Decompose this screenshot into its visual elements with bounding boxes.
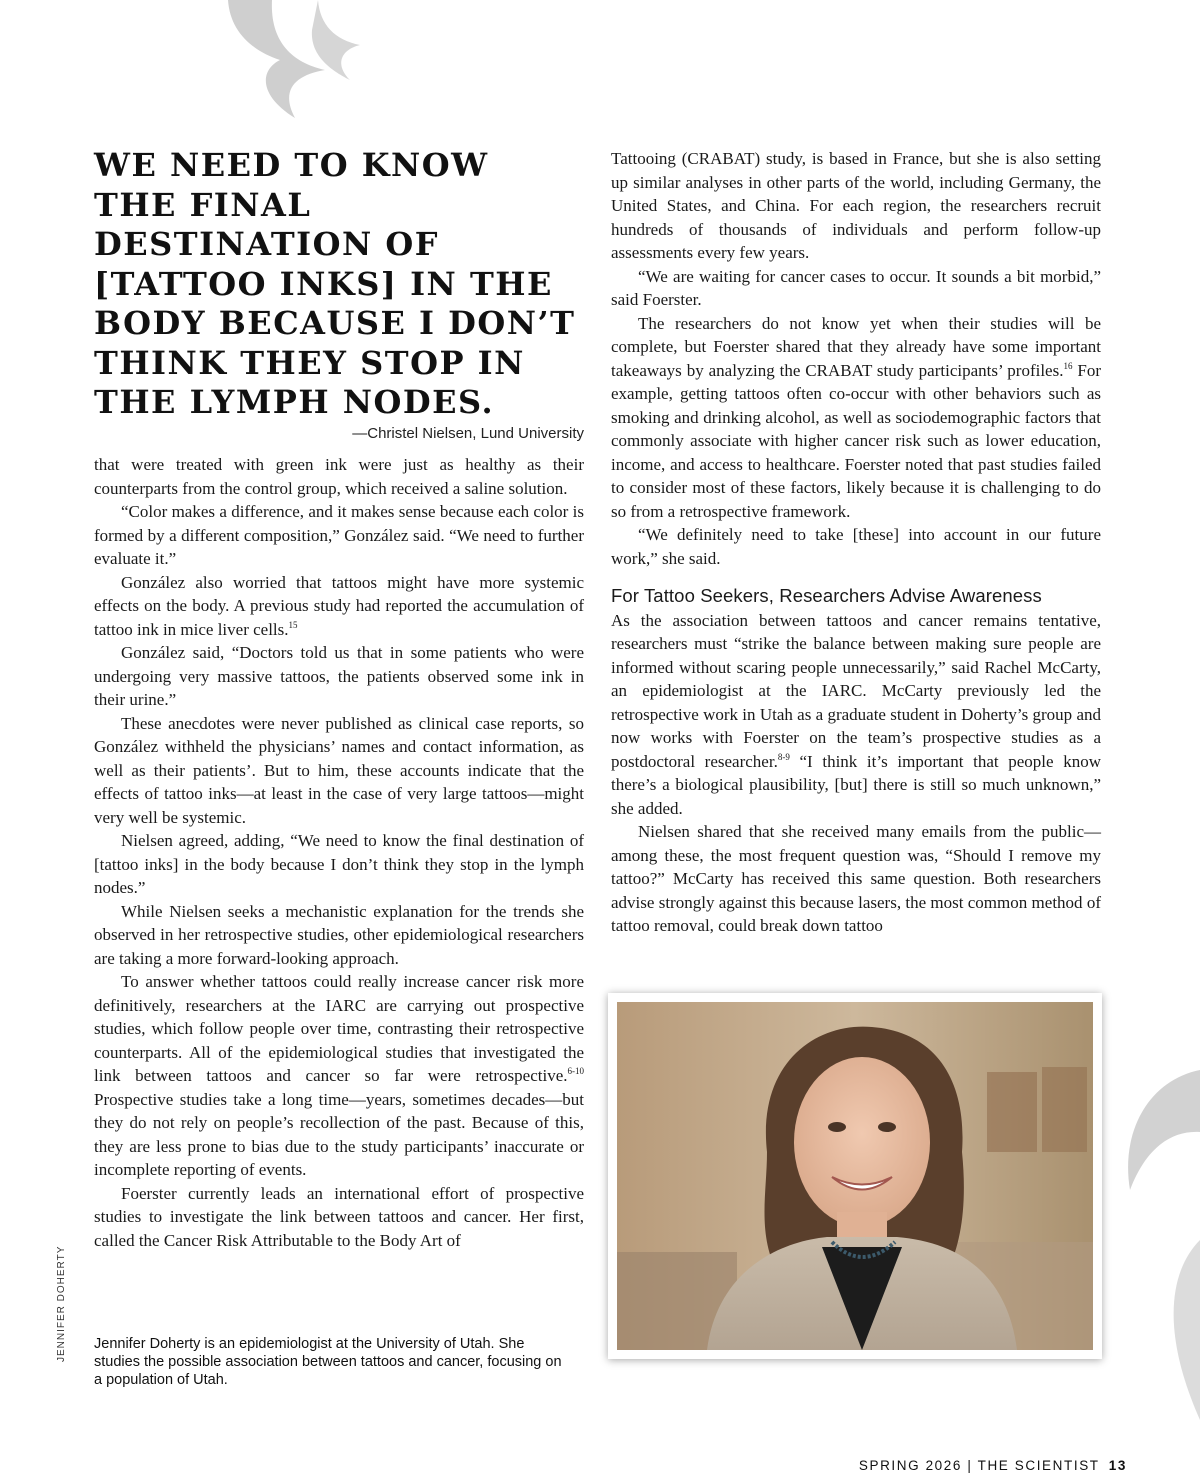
article-column-left <box>94 453 584 1252</box>
paragraph: The researchers do not know yet when their studies will be complete, but Foerster shared that they already have some important takeaways by analyzing the CRABAT study participants’ profiles.$^{16}$ For example, getting tattoos often co-occur with other behaviors such as smoking and drinking alcohol, as well as sociodemographic factors that commonly associate with higher cancer risk such as lower education, income, and access to healthcare. Foerster noted that past studies failed to consider most of these factors, likely because it is challenging to do so from a retrospective framework. <box>611 313 1101 521</box>
paragraph: “We definitely need to take [these] into account in our future work,” she said. <box>611 525 1101 568</box>
paragraph: Nielsen shared that she received many emails from the public—among these, the most frequent question was, “Should I remove my tattoo?” McCarty has received this same question. Both researchers advise strongly against this because lasers, the most common method of tattoo removal, could break down tattoo <box>611 822 1101 935</box>
page-number: 13 <box>1108 1458 1127 1473</box>
paragraph: To answer whether tattoos could really increase cancer risk more definitively, researchers at the IARC are carrying out prospective studies, which follow people over time, contrasting their retrospective counterparts. All of the epidemiological studies that investigated the link between tattoos and cancer so far were retrospective.$^{6-10}$ Prospective studies take a long time—years, sometimes decades—but they do not rely on people’s recollection of the past. Because of this, they are less prone to bias due to the study participants’ inaccurate or incomplete reporting of events. <box>94 972 584 1179</box>
footnote-ref: 16 <box>1063 360 1073 371</box>
article-column-right <box>611 147 1101 938</box>
paragraph: Foerster currently leads an international effort of prospective studies to investigate the link between tattoos and cancer. Her first, called the Cancer Risk Attributable to the Body Art of <box>94 1183 584 1250</box>
photo-caption: Jennifer Doherty is an epidemiologist at the University of Utah. She studies the possible association between tattoos and cancer, focusing on a population of Utah. <box>94 1336 562 1388</box>
paragraph: “Color makes a difference, and it makes sense because each color is formed by a different composition,” González said. “We need to further evaluate it.” <box>94 502 584 568</box>
footnote-ref: 6-10 <box>567 1066 584 1076</box>
paragraph: “We are waiting for cancer cases to occur. It sounds a bit morbid,” said Foerster. <box>611 266 1101 309</box>
footnote-ref: 15 <box>288 619 298 630</box>
photo-credit: JENNIFER DOHERTY <box>56 1245 67 1362</box>
tribal-swirl-top-decoration <box>200 0 380 120</box>
footer-magazine: THE SCIENTIST <box>977 1458 1100 1473</box>
paragraph: While Nielsen seeks a mechanistic explanation for the trends she observed in her retrospective studies, other epidemiological researchers are taking a more forward-looking approach. <box>94 901 584 968</box>
footer-issue: SPRING 2026 <box>858 1458 963 1473</box>
paragraph: As the association between tattoos and cancer remains tentative, researchers must “strike the balance between making sure people are informed without scaring people unnecessarily,” said Rachel McCarty, an epidemiologist at the IARC. McCarty previously led the retrospective work in Utah as a graduate student in Doherty’s group and now works with Foerster on the team’s prospective studies as a postdoctoral researcher.$^{8-9}$ “I think it’s important that people know there’s a biological plausibility, [but] there is still so much unknown,” she added. <box>611 610 1101 818</box>
pull-quote <box>94 146 584 442</box>
paragraph: González said, “Doctors told us that in some patients who were undergoing very massive tattoos, the patients observed some ink in their urine.” <box>94 643 584 709</box>
paragraph: These anecdotes were never published as clinical case reports, so González withheld the physicians’ names and contact information, as well as their patients’. But to him, these accounts indicate that the effects of tattoo inks—at least in the case of very large tattoos—might very well be systemic. <box>94 713 584 827</box>
footer-separator: | <box>967 1458 973 1473</box>
footnote-ref: 8-9 <box>777 751 790 762</box>
pull-quote-attribution: —Christel Nielsen, Lund University <box>352 424 584 442</box>
portrait-photo <box>617 1002 1093 1350</box>
paragraph: Nielsen agreed, adding, “We need to know the final destination of [tattoo inks] in the body because I don’t think they stop in the lymph nodes.” <box>94 831 584 897</box>
paragraph: González also worried that tattoos might have more systemic effects on the body. A previous study had reported the accumulation of tattoo ink in mice liver cells.$^{15}$ <box>94 572 584 639</box>
pull-quote-text: WE NEED TO KNOW THE FINAL DESTINATION OF [TATTOO INKS] IN THE BODY BECAUSE I DON’T THINK THEY STOP IN THE LYMPH NODES. <box>94 146 576 421</box>
paragraph: that were treated with green ink were just as healthy as their counterparts from the control group, which received a saline solution. <box>94 455 584 498</box>
portrait-photo-frame <box>608 993 1102 1359</box>
page-footer <box>859 1458 1127 1478</box>
section-heading: For Tattoo Seekers, Researchers Advise Awareness <box>611 585 1042 606</box>
paragraph: Tattooing (CRABAT) study, is based in France, but she is also setting up similar analyses in other parts of the world, including Germany, the United States, and China. For each region, the researchers recruit hundreds of thousands of individuals and perform follow-up assessments every few years. <box>611 149 1101 262</box>
tribal-swirl-right-decoration <box>1090 1040 1200 1420</box>
